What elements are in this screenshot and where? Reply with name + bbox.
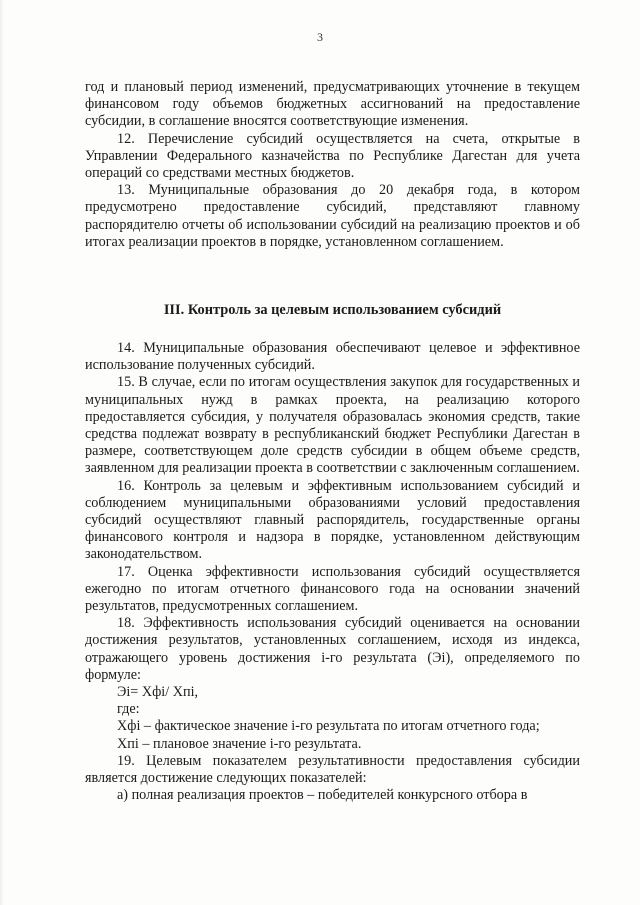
paragraph-15: 15. В случае, если по итогам осуществления закупок для государственных и муниципальных нужд в рамках проекта, на реализацию которого предоставляется субсидия, у получателя образовалась экономия средств, такие средства подлежат возврату в республиканский бюджет Республики Дагестан в размере, соответствующем доле средств субсидии в общем объеме средств, заявленном для реализации проекта в соответствии с заключенным соглашением. [85,374,580,477]
paragraph-16: 16. Контроль за целевым и эффективным использованием субсидий и соблюдением муниципальными образованиями условий предоставления субсидий осуществляют главный распорядитель, государственные органы финансового контроля и надзора в порядке, установленном действующим законодательством. [85,477,580,563]
paragraph-12: 12. Перечисление субсидий осуществляется на счета, открытые в Управлении Федерального казначейства по Республике Дагестан для учета операций со средствами местных бюджетов. [85,130,580,182]
paragraph-13: 13. Муниципальные образования до 20 декабря года, в котором предусмотрено предоставление субсидий, представляют главному распорядителю отчеты об использовании субсидий на реализацию проектов и об итогах реализации проектов в порядке, установленном соглашением. [85,182,580,250]
section-paragraphs [85,340,580,804]
paragraph-18: 18. Эффективность использования субсидий оценивается на основании достижения результатов, установленных соглашением, исходя из индекса, отражающего уровень достижения i-го результата (Эi), определяемого по формуле: [85,615,580,683]
formula-where: где: [117,701,140,718]
definition-plan: Хпi – плановое значение i-го результата. [117,735,362,752]
page-number: 3 [317,30,323,44]
paragraph-continuation: год и плановый период изменений, предусматривающих уточнение в текущем финансовом году объемов бюджетных ассигнований на предоставление субсидии, в соглашение вносятся соответствующие изменения. [85,79,580,130]
top-paragraphs [85,79,580,251]
definition-fact: Хфi – фактическое значение i-го результата по итогам отчетного года; [117,718,540,735]
section-heading: III. Контроль за целевым использованием субсидий [163,302,502,318]
paragraph-14: 14. Муниципальные образования обеспечивают целевое и эффективное использование полученных субсидий. [85,340,580,374]
paragraph-19: 19. Целевым показателем результативности предоставления субсидии является достижение следующих показателей: [85,752,580,787]
item-a: а) полная реализация проектов – победителей конкурсного отбора в [117,787,528,804]
scan-edge-shadow [0,0,4,905]
paragraph-17: 17. Оценка эффективности использования субсидий осуществляется ежегодно по итогам отчетного финансового года на основании значений результатов, предусмотренных соглашением. [85,563,580,615]
formula: Эi= Хфi/ Хпi, [117,684,199,701]
